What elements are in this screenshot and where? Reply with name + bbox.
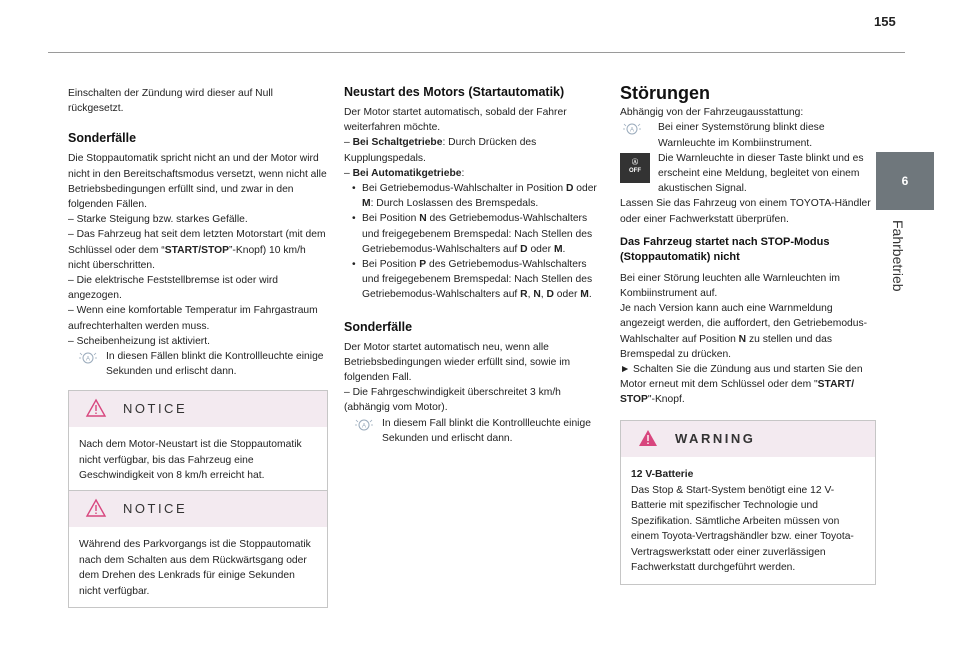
section-heading: Sonderfälle — [68, 131, 137, 146]
paragraph: Die Stoppautomatik spricht nicht an und der Motor wird nicht in den Bereitschaftsmodus versetzt, wenn nicht alle Betriebsbedingungen erfüllt sind, und zwar in den folgenden Fällen. — [68, 153, 327, 211]
paragraph: Je nach Version kann auch eine Warnmeldung angezeigt werden, die auffordert, den Getriebemodus-Wahlschalter auf Position N zu stellen und das Bremspedal zu drücken. — [620, 303, 868, 360]
chapter-number: 6 — [901, 174, 909, 188]
intro-text: Einschalten der Zündung wird dieser auf Null rückgesetzt. — [68, 88, 273, 115]
section-heading-large: Störungen — [620, 83, 710, 103]
button-note: Ⓐ OFF Die Warnleuchte in dieser Taste blinkt und es erscheint eine Meldung, begleitet von einem akustischen Signal. — [620, 151, 876, 197]
paragraph: Abhängig von der Fahrzeugausstattung: — [620, 107, 804, 119]
paragraph: Der Motor startet automatisch neu, wenn alle Betriebsbedingungen wieder erfüllt sind, sowie im folgenden Fall. — [344, 341, 571, 384]
paragraph: Lassen Sie das Fahrzeug von einem TOYOTA-Händler oder einer Fachwerkstatt überprüfen. — [620, 198, 871, 225]
warning-triangle-icon — [637, 428, 659, 448]
paragraph: Der Motor startet automatisch, sobald der Fahrer weiterfahren möchte. — [344, 107, 567, 134]
notice-text: Nach dem Motor-Neustart ist die Stoppautomatik nicht verfügbar, bis das Fahrzeug eine Geschwindigkeit von 8 km/h erreicht hat. — [79, 439, 302, 481]
stop-start-off-button-icon: Ⓐ OFF — [620, 153, 650, 183]
dash-item: – Starke Steigung bzw. starkes Gefälle. — [68, 214, 248, 226]
indicator-note: A In diesem Fall blinkt die Kontrollleuchte einige Sekunden und erlischt dann. — [344, 416, 606, 446]
stop-start-indicator-icon — [354, 418, 374, 432]
paragraph: Bei einer Störung leuchten alle Warnleuchten im Kombiinstrument auf. — [620, 272, 840, 300]
warning-title: WARNING — [675, 431, 756, 446]
chapter-title-vertical: Fahrbetrieb — [890, 220, 906, 292]
indicator-note: A In diesen Fällen blinkt die Kontrollleuchte einige Sekunden und erlischt dann. — [68, 349, 328, 379]
dash-item: – Die Fahrgeschwindigkeit überschreitet 3 km/h (abhängig vom Motor). — [344, 387, 561, 414]
section-heading: Sonderfälle — [344, 319, 413, 334]
stop-start-indicator-icon — [78, 351, 98, 365]
dash-item: – Scheibenheizung ist aktiviert. — [68, 335, 210, 347]
dash-item: – Die elektrische Feststellbremse ist oder wird angezogen. — [68, 275, 279, 302]
dash-item: – Das Fahrzeug hat seit dem letzten Motorstart (mit dem Schlüssel oder dem “START/STOP”-Knopf) 10 km/h nicht überschritten. — [68, 229, 326, 271]
notice-box-2 — [68, 490, 328, 608]
notice-title: NOTICE — [123, 401, 188, 416]
caution-triangle-icon — [85, 498, 107, 518]
chapter-tab[interactable] — [876, 152, 934, 210]
dash-item: – Bei Schaltgetriebe: Durch Drücken des Kupplungspedals. — [344, 137, 537, 164]
stop-start-warning-icon — [622, 122, 642, 136]
notice-box-1 — [68, 390, 328, 493]
bullet-item: • Bei Getriebemodus-Wahlschalter in Position D oder M: Durch Loslassen des Bremspedals. — [352, 183, 597, 210]
svg-text:A: A — [361, 423, 367, 430]
column-right — [620, 84, 876, 408]
warning-text: Das Stop & Start-System benötigt eine 12 V-Batterie mit spezifischer Technologie und Spezifikation. Sämtliche Arbeiten müssen von einem Toyota-Vertragshändler bzw. einer Toyota-Vertragswerkstatt oder einer zuverlässigen Fachwerkstatt durchgeführt werden. — [631, 484, 854, 573]
svg-text:A: A — [629, 127, 635, 134]
notice-text: Während des Parkvorgangs ist die Stoppautomatik nach dem Schalten aus dem Rückwärtsgang oder dem Drehen des Lenkrads für einige Sekunden nicht verfügbar. — [79, 539, 311, 597]
subheading: Das Fahrzeug startet nach STOP-Modus (Stoppautomatik) nicht — [620, 235, 830, 264]
warning-subtitle: 12 V-Batterie — [631, 469, 694, 480]
svg-text:A: A — [85, 356, 91, 363]
header-divider — [48, 52, 905, 53]
notice-title: NOTICE — [123, 501, 188, 516]
step-item: ► Schalten Sie die Zündung aus und starten Sie den Motor erneut mit dem Schlüssel oder dem "START/ STOP"-Knopf. — [620, 364, 863, 406]
bullet-item: • Bei Position N des Getriebemodus-Wahlschalters und freigegebenem Bremspedal: Nach Stellen des Getriebemodus-Wahlschalters auf D oder M. — [352, 213, 593, 255]
column-middle — [344, 84, 606, 446]
page-number: 155 — [874, 14, 896, 29]
bullet-item: • Bei Position P des Getriebemodus-Wahlschalters und freigegebenem Bremspedal: Nach Stellen des Getriebemodus-Wahlschalters auf R, N, D oder M. — [352, 259, 593, 301]
indicator-note: A Bei einer Systemstörung blinkt diese Warnleuchte im Kombiinstrument. — [620, 120, 876, 150]
column-left — [68, 86, 328, 379]
section-heading: Neustart des Motors (Startautomatik) — [344, 85, 565, 99]
caution-triangle-icon — [85, 398, 107, 418]
dash-item: – Bei Automatikgetriebe: — [344, 167, 465, 179]
warning-box — [620, 420, 876, 585]
dash-item: – Wenn eine komfortable Temperatur im Fahrgastraum aufrechterhalten werden muss. — [68, 305, 318, 332]
